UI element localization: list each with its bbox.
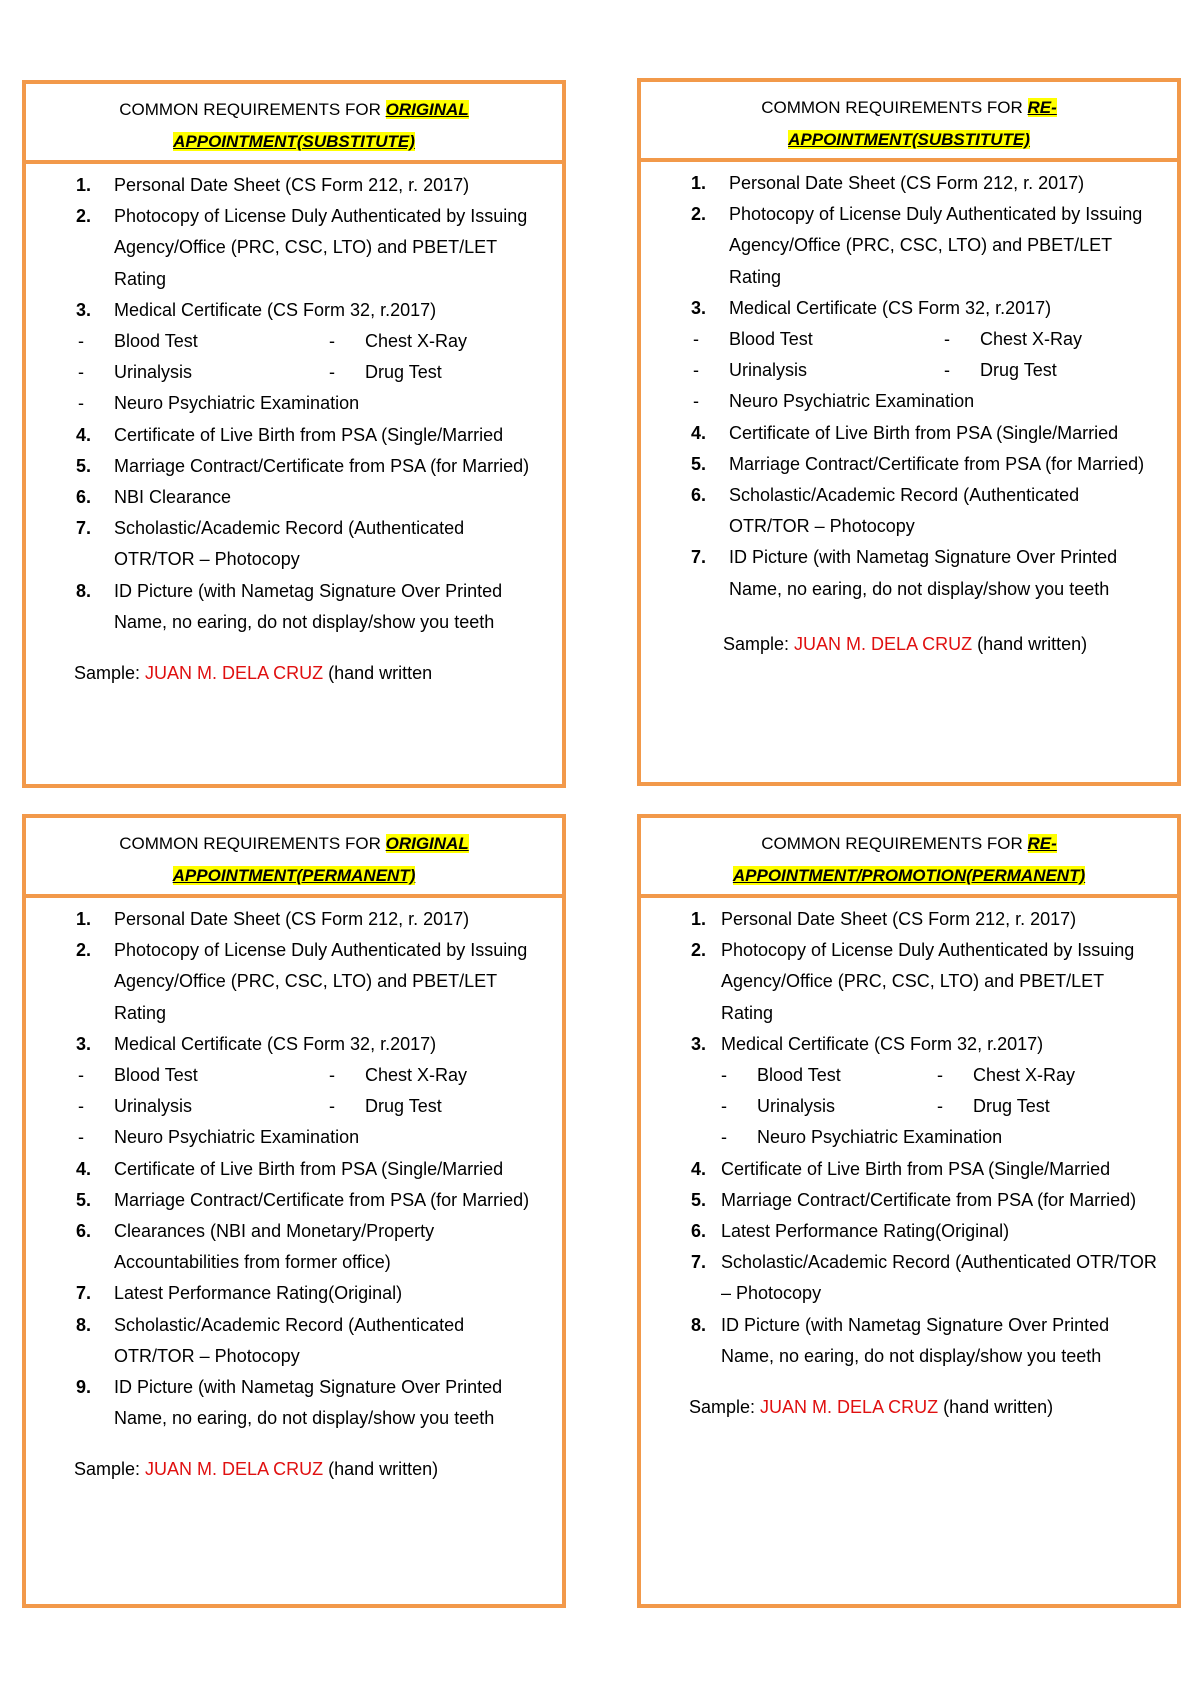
medical-subitems (641, 324, 1157, 418)
list-item: - Neuro Psychiatric Examination (721, 1127, 1003, 1148)
list-item: 2. Photocopy of License Duly Authenticated by Issuing Agency/Office (PRC, CSC, LTO) and PBET/LET Rating (76, 206, 528, 289)
list-item: - Neuro Psychiatric Examination (78, 1127, 360, 1148)
requirements-body (641, 162, 1177, 660)
list-item: - Blood Test - Chest X-Ray (78, 1065, 468, 1086)
list-item: 3. Medical Certificate (CS Form 32, r.2017) - Blood Test - Chest X-Ray - Urinalysis - Drug Test - Neuro Psychiatric Examination (26, 1029, 562, 1154)
list-item: 4. Certificate of Live Birth from PSA (Single/Married (76, 1158, 504, 1179)
requirements-body (26, 898, 562, 1486)
card-title: COMMON REQUIREMENTS FOR RE- APPOINTMENT/PROMOTION(PERMANENT) (641, 818, 1177, 898)
list-item: - Neuro Psychiatric Examination (78, 393, 360, 414)
card-reappointment-substitute (637, 78, 1181, 786)
card-title: COMMON REQUIREMENTS FOR ORIGINAL APPOINTMENT(SUBSTITUTE) (26, 84, 562, 164)
card-original-permanent (22, 814, 566, 1608)
list-item: 4. Certificate of Live Birth from PSA (Single/Married (76, 424, 504, 445)
list-item: - Urinalysis - Drug Test (693, 360, 1057, 381)
list-item: 7. Scholastic/Academic Record (Authenticated OTR/TOR – Photocopy (691, 1252, 1157, 1304)
list-item: - Blood Test - Chest X-Ray (693, 329, 1083, 350)
list-item: 7. ID Picture (with Nametag Signature Over Printed Name, no earing, do not display/show you teeth (691, 547, 1118, 599)
list-item: 2. Photocopy of License Duly Authenticated by Issuing Agency/Office (PRC, CSC, LTO) and PBET/LET Rating (76, 940, 528, 1023)
list-item: 6. NBI Clearance (76, 487, 232, 508)
list-item: 1. Personal Date Sheet (CS Form 212, r. 2017) (691, 173, 1085, 193)
sample-line: Sample: JUAN M. DELA CRUZ (hand written) (723, 633, 1088, 654)
list-item: 8. ID Picture (with Nametag Signature Over Printed Name, no earing, do not display/show you teeth (76, 580, 503, 632)
sample-line: Sample: JUAN M. DELA CRUZ (hand written) (74, 1459, 439, 1480)
list-item: 3. Medical Certificate (CS Form 32, r.2017) - Blood Test - Chest X-Ray - Urinalysis - Drug Test - Neuro Psychiatric Examination (641, 1029, 1177, 1154)
medical-subitems (26, 326, 542, 420)
sample-line: Sample: JUAN M. DELA CRUZ (hand written) (689, 1397, 1054, 1418)
requirements-list (641, 904, 1177, 1372)
list-item: 8. ID Picture (with Nametag Signature Over Printed Name, no earing, do not display/show you teeth (691, 1314, 1110, 1366)
list-item: 3. Medical Certificate (CS Form 32, r.2017) - Blood Test - Chest X-Ray - Urinalysis - Drug Test - Neuro Psychiatric Examination (641, 293, 1177, 418)
sample-line: Sample: JUAN M. DELA CRUZ (hand written (74, 663, 433, 684)
medical-subitems (26, 1060, 542, 1154)
card-title: COMMON REQUIREMENTS FOR RE- APPOINTMENT(SUBSTITUTE) (641, 82, 1177, 162)
requirements-body (26, 164, 562, 689)
list-item: 9. ID Picture (with Nametag Signature Over Printed Name, no earing, do not display/show you teeth (76, 1377, 503, 1429)
list-item: - Blood Test - Chest X-Ray (721, 1065, 1076, 1086)
list-item: - Neuro Psychiatric Examination (693, 391, 975, 412)
list-item: 2. Photocopy of License Duly Authenticated by Issuing Agency/Office (PRC, CSC, LTO) and PBET/LET Rating (691, 204, 1143, 287)
sample-name: JUAN M. DELA CRUZ (145, 663, 324, 684)
list-item: 6. Clearances (NBI and Monetary/Property Accountabilities from former office) (76, 1221, 435, 1273)
list-item: 8. Scholastic/Academic Record (Authenticated OTR/TOR – Photocopy (76, 1314, 465, 1366)
card-title: COMMON REQUIREMENTS FOR ORIGINAL APPOINTMENT(PERMANENT) (26, 818, 562, 898)
list-item: 1. Personal Date Sheet (CS Form 212, r. 2017) (691, 909, 1077, 929)
requirements-list (26, 170, 562, 638)
list-item: 6. Scholastic/Academic Record (Authenticated OTR/TOR – Photocopy (691, 485, 1080, 537)
list-item: 5. Marriage Contract/Certificate from PSA (for Married) (691, 453, 1145, 474)
card-original-substitute (22, 80, 566, 788)
list-item: - Blood Test - Chest X-Ray (78, 331, 468, 352)
list-item: 6. Latest Performance Rating(Original) (691, 1221, 1010, 1242)
list-item: 7. Scholastic/Academic Record (Authenticated OTR/TOR – Photocopy (76, 518, 465, 570)
sample-name: JUAN M. DELA CRUZ (760, 1397, 939, 1418)
requirements-body (641, 898, 1177, 1423)
list-item: 5. Marriage Contract/Certificate from PSA (for Married) (76, 1189, 530, 1210)
list-item: - Urinalysis - Drug Test (78, 1096, 442, 1117)
card-reappointment-promotion-permanent (637, 814, 1181, 1608)
list-item: 5. Marriage Contract/Certificate from PSA (for Married) (691, 1189, 1137, 1210)
requirements-list (641, 168, 1177, 605)
list-item: 7. Latest Performance Rating(Original) (76, 1283, 403, 1304)
list-item: 3. Medical Certificate (CS Form 32, r.2017) - Blood Test - Chest X-Ray - Urinalysis - Drug Test - Neuro Psychiatric Examination (26, 295, 562, 420)
list-item: 5. Marriage Contract/Certificate from PSA (for Married) (76, 455, 530, 476)
list-item: - Urinalysis - Drug Test (721, 1096, 1050, 1117)
sample-name: JUAN M. DELA CRUZ (145, 1459, 324, 1480)
list-item: 2. Photocopy of License Duly Authenticated by Issuing Agency/Office (PRC, CSC, LTO) and PBET/LET Rating (691, 940, 1135, 1023)
list-item: - Urinalysis - Drug Test (78, 362, 442, 383)
list-item: 4. Certificate of Live Birth from PSA (Single/Married (691, 422, 1119, 443)
requirements-list (26, 904, 562, 1434)
list-item: 1. Personal Date Sheet (CS Form 212, r. 2017) (76, 909, 470, 929)
list-item: 1. Personal Date Sheet (CS Form 212, r. 2017) (76, 175, 470, 195)
medical-subitems (641, 1060, 1157, 1154)
sample-name: JUAN M. DELA CRUZ (794, 633, 973, 654)
list-item: 4. Certificate of Live Birth from PSA (Single/Married (691, 1158, 1111, 1179)
